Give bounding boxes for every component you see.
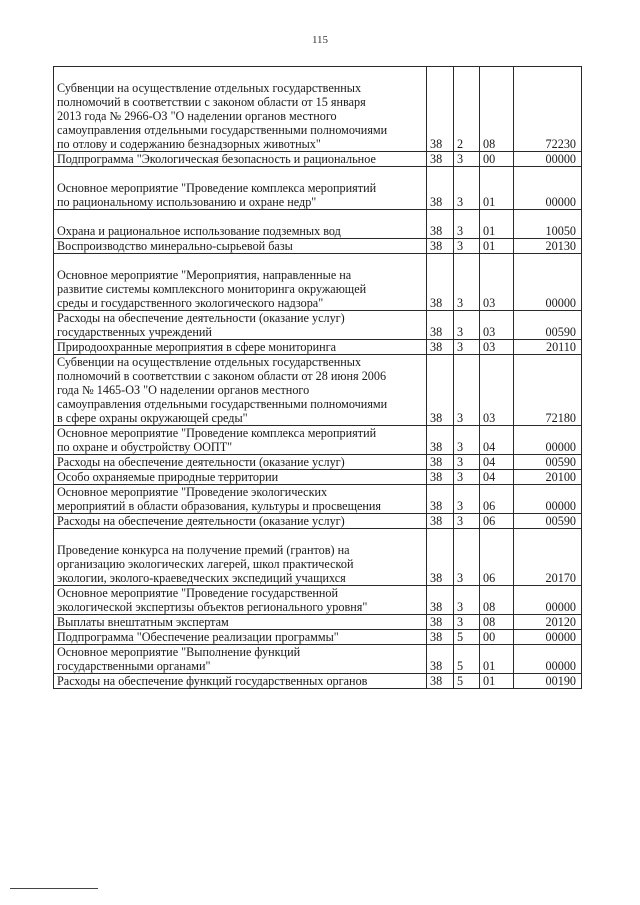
code-cell-c: 04 bbox=[480, 470, 514, 485]
code-cell-a: 38 bbox=[427, 355, 454, 426]
code-cell-a: 38 bbox=[427, 470, 454, 485]
code-cell-a: 38 bbox=[427, 529, 454, 586]
code-cell-d: 20130 bbox=[514, 239, 582, 254]
code-cell-c: 01 bbox=[480, 239, 514, 254]
table-row bbox=[54, 167, 582, 210]
code-cell-c: 06 bbox=[480, 514, 514, 529]
table-row bbox=[54, 455, 582, 470]
table-row bbox=[54, 485, 582, 514]
table-row bbox=[54, 630, 582, 645]
row-name-cell: Основное мероприятие "Проведение экологических мероприятий в области образования, культуры и просвещения bbox=[54, 485, 427, 514]
table-row bbox=[54, 254, 582, 311]
code-cell-d: 00000 bbox=[514, 645, 582, 674]
code-cell-a: 38 bbox=[427, 67, 454, 152]
code-cell-d: 00000 bbox=[514, 167, 582, 210]
code-cell-c: 03 bbox=[480, 311, 514, 340]
code-cell-a: 38 bbox=[427, 311, 454, 340]
code-cell-d: 00000 bbox=[514, 485, 582, 514]
code-cell-c: 03 bbox=[480, 355, 514, 426]
code-cell-b: 3 bbox=[454, 340, 480, 355]
code-cell-d: 00000 bbox=[514, 586, 582, 615]
code-cell-d: 00590 bbox=[514, 514, 582, 529]
code-cell-c: 06 bbox=[480, 485, 514, 514]
code-cell-d: 00000 bbox=[514, 426, 582, 455]
table-row bbox=[54, 426, 582, 455]
code-cell-c: 03 bbox=[480, 340, 514, 355]
row-name-cell: Расходы на обеспечение деятельности (оказание услуг) государственных учреждений bbox=[54, 311, 427, 340]
code-cell-d: 00000 bbox=[514, 254, 582, 311]
row-name-cell: Подпрограмма "Обеспечение реализации программы" bbox=[54, 630, 427, 645]
code-cell-c: 06 bbox=[480, 529, 514, 586]
code-cell-b: 5 bbox=[454, 674, 480, 689]
table-row bbox=[54, 529, 582, 586]
code-cell-b: 3 bbox=[454, 514, 480, 529]
code-cell-c: 00 bbox=[480, 630, 514, 645]
code-cell-d: 20110 bbox=[514, 340, 582, 355]
code-cell-a: 38 bbox=[427, 645, 454, 674]
code-cell-d: 10050 bbox=[514, 210, 582, 239]
code-cell-a: 38 bbox=[427, 615, 454, 630]
row-name-cell: Особо охраняемые природные территории bbox=[54, 470, 427, 485]
code-cell-a: 38 bbox=[427, 674, 454, 689]
table-row bbox=[54, 340, 582, 355]
table-row bbox=[54, 210, 582, 239]
row-name-cell: Выплаты внештатным экспертам bbox=[54, 615, 427, 630]
code-cell-b: 5 bbox=[454, 630, 480, 645]
code-cell-b: 3 bbox=[454, 167, 480, 210]
row-name-cell: Основное мероприятие "Проведение комплекса мероприятий по охране и обустройству ООПТ" bbox=[54, 426, 427, 455]
table-row bbox=[54, 586, 582, 615]
code-cell-b: 3 bbox=[454, 470, 480, 485]
code-cell-c: 04 bbox=[480, 455, 514, 470]
code-cell-b: 3 bbox=[454, 426, 480, 455]
page-number: 115 bbox=[311, 34, 329, 46]
table-row bbox=[54, 311, 582, 340]
code-cell-a: 38 bbox=[427, 167, 454, 210]
code-cell-c: 01 bbox=[480, 645, 514, 674]
code-cell-a: 38 bbox=[427, 485, 454, 514]
row-name-cell: Природоохранные мероприятия в сфере мониторинга bbox=[54, 340, 427, 355]
code-cell-a: 38 bbox=[427, 254, 454, 311]
code-cell-b: 3 bbox=[454, 355, 480, 426]
row-name-cell: Воспроизводство минерально-сырьевой базы bbox=[54, 239, 427, 254]
code-cell-b: 3 bbox=[454, 210, 480, 239]
code-cell-d: 72230 bbox=[514, 67, 582, 152]
table-row bbox=[54, 67, 582, 152]
code-cell-a: 38 bbox=[427, 152, 454, 167]
table-row bbox=[54, 615, 582, 630]
row-name-cell: Подпрограмма "Экологическая безопасность и рациональное bbox=[54, 152, 427, 167]
row-name-cell: Охрана и рациональное использование подземных вод bbox=[54, 210, 427, 239]
code-cell-d: 00190 bbox=[514, 674, 582, 689]
code-cell-c: 03 bbox=[480, 254, 514, 311]
code-cell-b: 3 bbox=[454, 485, 480, 514]
code-cell-c: 04 bbox=[480, 426, 514, 455]
code-cell-c: 01 bbox=[480, 210, 514, 239]
code-cell-c: 08 bbox=[480, 67, 514, 152]
code-cell-a: 38 bbox=[427, 586, 454, 615]
table-row bbox=[54, 514, 582, 529]
table-row bbox=[54, 470, 582, 485]
code-cell-d: 00000 bbox=[514, 630, 582, 645]
table-row bbox=[54, 355, 582, 426]
code-cell-c: 08 bbox=[480, 586, 514, 615]
budget-table-body bbox=[54, 67, 582, 689]
code-cell-b: 3 bbox=[454, 529, 480, 586]
code-cell-b: 3 bbox=[454, 455, 480, 470]
code-cell-d: 20120 bbox=[514, 615, 582, 630]
code-cell-b: 2 bbox=[454, 67, 480, 152]
code-cell-a: 38 bbox=[427, 455, 454, 470]
code-cell-a: 38 bbox=[427, 630, 454, 645]
code-cell-b: 3 bbox=[454, 586, 480, 615]
row-name-cell: Субвенции на осуществление отдельных государственных полномочий в соответствии с законом области от 28 июня 2006 года № 1465-ОЗ "О наделении органов местного самоуправления отдельными государственными полномочиями в сфере охраны окружающей среды" bbox=[54, 355, 427, 426]
code-cell-d: 00590 bbox=[514, 311, 582, 340]
code-cell-a: 38 bbox=[427, 514, 454, 529]
code-cell-b: 3 bbox=[454, 254, 480, 311]
code-cell-d: 72180 bbox=[514, 355, 582, 426]
table-row bbox=[54, 674, 582, 689]
code-cell-a: 38 bbox=[427, 210, 454, 239]
code-cell-b: 3 bbox=[454, 615, 480, 630]
code-cell-d: 20100 bbox=[514, 470, 582, 485]
code-cell-b: 5 bbox=[454, 645, 480, 674]
code-cell-a: 38 bbox=[427, 426, 454, 455]
code-cell-b: 3 bbox=[454, 239, 480, 254]
table-row bbox=[54, 239, 582, 254]
row-name-cell: Расходы на обеспечение деятельности (оказание услуг) bbox=[54, 455, 427, 470]
code-cell-c: 01 bbox=[480, 674, 514, 689]
code-cell-c: 01 bbox=[480, 167, 514, 210]
code-cell-b: 3 bbox=[454, 152, 480, 167]
row-name-cell: Основное мероприятие "Выполнение функций государственными органами" bbox=[54, 645, 427, 674]
row-name-cell: Расходы на обеспечение деятельности (оказание услуг) bbox=[54, 514, 427, 529]
budget-table bbox=[53, 66, 582, 689]
code-cell-c: 00 bbox=[480, 152, 514, 167]
code-cell-d: 00590 bbox=[514, 455, 582, 470]
table-row bbox=[54, 645, 582, 674]
row-name-cell: Проведение конкурса на получение премий (грантов) на организацию экологических лагерей, школ практической экологии, эколого-краеведческих экспедиций учащихся bbox=[54, 529, 427, 586]
code-cell-b: 3 bbox=[454, 311, 480, 340]
code-cell-d: 00000 bbox=[514, 152, 582, 167]
row-name-cell: Основное мероприятие "Мероприятия, направленные на развитие системы комплексного мониторинга окружающей среды и государственного экологического надзора" bbox=[54, 254, 427, 311]
row-name-cell: Основное мероприятие "Проведение комплекса мероприятий по рациональному использованию и охране недр" bbox=[54, 167, 427, 210]
row-name-cell: Основное мероприятие "Проведение государственной экологической экспертизы объектов регионального уровня" bbox=[54, 586, 427, 615]
table-row bbox=[54, 152, 582, 167]
code-cell-a: 38 bbox=[427, 340, 454, 355]
row-name-cell: Субвенции на осуществление отдельных государственных полномочий в соответствии с законом области от 15 января 2013 года № 2966-ОЗ "О наделении органов местного самоуправления отдельными государственными полномочиями по отлову и содержанию безнадзорных животных" bbox=[54, 67, 427, 152]
code-cell-a: 38 bbox=[427, 239, 454, 254]
row-name-cell: Расходы на обеспечение функций государственных органов bbox=[54, 674, 427, 689]
footnote-separator bbox=[10, 888, 98, 889]
code-cell-d: 20170 bbox=[514, 529, 582, 586]
code-cell-c: 08 bbox=[480, 615, 514, 630]
